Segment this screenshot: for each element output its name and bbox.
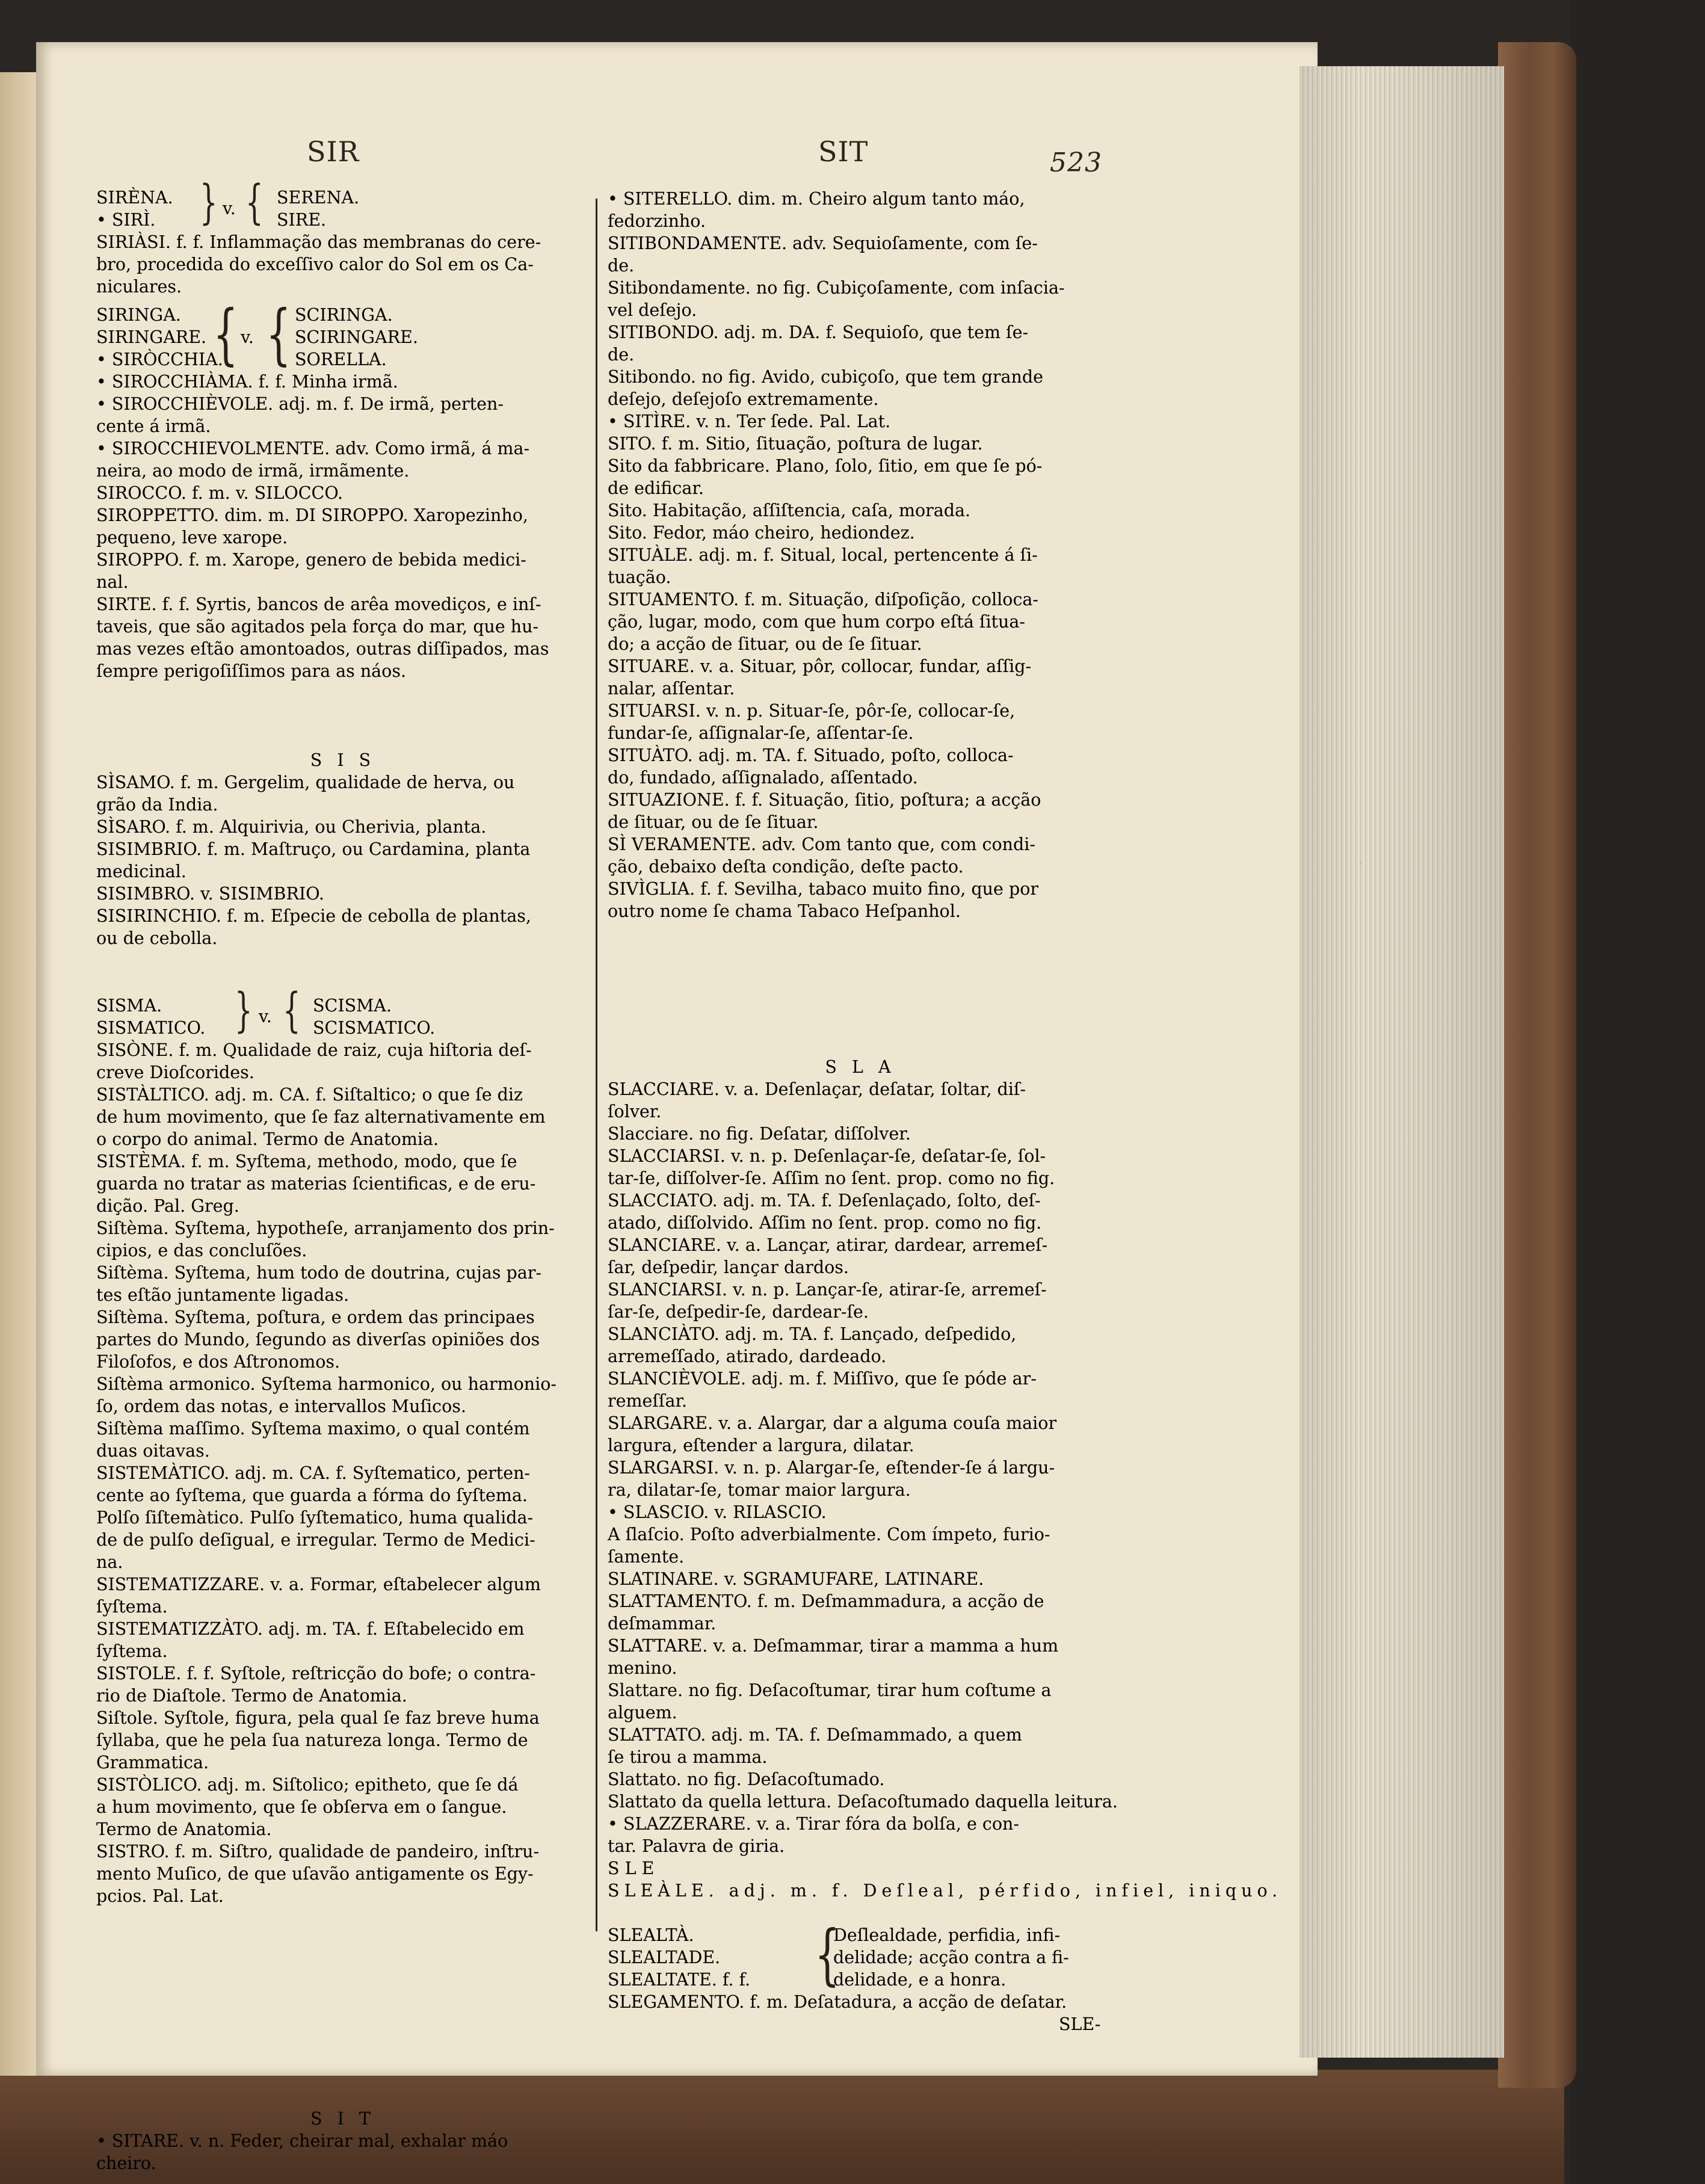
text-line: SIRTE. f. f. Syrtis, bancos de arêa movediços, e inſ- — [96, 594, 541, 614]
text-line: SLACCIARSI. v. n. p. Deſenlaçar-ſe, deſatar-ſe, ſol- — [608, 1146, 1046, 1166]
text-line: ra, dilatar-ſe, tomar maior largura. — [608, 1480, 911, 1500]
entry-target: SERENA. — [277, 188, 360, 208]
text-line: SISTÒLICO. adj. m. Siſtolico; epitheto, que ſe dá — [96, 1775, 519, 1795]
text-line: de. — [608, 345, 635, 365]
text-line: nal. — [96, 572, 129, 592]
text-line: SLANCIÀTO. adj. m. TA. f. Lançado, deſpedido, — [608, 1324, 1017, 1344]
text-line: • SLASCIO. v. RILASCIO. — [608, 1502, 827, 1522]
text-line — [608, 1034, 1113, 1056]
text-line: ção, debaixo deſta condição, deſte pacto. — [608, 857, 964, 877]
text-line: SISIRINCHIO. f. m. Eſpecie de cebolla de plantas, — [96, 906, 531, 926]
text-line: ſyllaba, que he pela ſua natureza longa. Termo de — [96, 1730, 528, 1750]
text-line: ou de cebolla. — [96, 928, 218, 948]
entry-word: SISMATICO. — [96, 1018, 206, 1038]
text-line: SISTRO. f. m. Siſtro, qualidade de pandeiro, inſtru- — [96, 1842, 540, 1862]
entry-target: Deſlealdade, perfidia, infi- — [833, 1925, 1061, 1945]
text-line — [96, 2085, 590, 2108]
cover-edge-right — [1498, 42, 1576, 2088]
text-line: SLARGARSI. v. n. p. Alargar-ſe, eſtender-ſe á largu- — [608, 1458, 1055, 1478]
text-line: Sitibondamente. no fig. Cubiçoſamente, com inſacia- — [608, 278, 1065, 298]
text-line: de edificar. — [608, 478, 704, 498]
brace-glyph: } — [199, 176, 218, 230]
text-line: Slattare. no fig. Deſacoſtumar, tirar hum coſtume a — [608, 1680, 1052, 1700]
text-line: SISIMBRIO. f. m. Maſtruço, ou Cardamina, planta — [96, 839, 531, 859]
text-line: Siſtole. Syſtole, figura, pela qual ſe faz breve huma — [96, 1708, 540, 1728]
entry-word: SLEALTATE. f. f. — [608, 1970, 751, 1990]
text-line: SISÒNE. f. m. Qualidade de raiz, cuja hiſtoria deſ- — [96, 1040, 532, 1060]
section-heading: SLEÀLE. adj. m. f. Deſleal, pérfido, infiel, iniquo. — [608, 1881, 1283, 1901]
right-header: SIT — [818, 135, 869, 168]
text-line: SITUAZIONE. f. f. Situação, ſitio, poſtura; a acção — [608, 790, 1041, 810]
left-column-part-1 — [96, 231, 590, 298]
text-line: • SITERELLO. dim. m. Cheiro algum tanto máo, — [608, 189, 1025, 209]
text-line: nalar, aſſentar. — [608, 679, 735, 699]
text-line: Siſtèma. Syſtema, hypotheſe, arranjamento dos prin- — [96, 1218, 555, 1238]
entry-target: SORELLA. — [295, 350, 387, 369]
text-line: rio de Diaſtole. Termo de Anatomia. — [96, 1686, 407, 1706]
text-line — [96, 972, 590, 994]
text-line: SLACCIARE. v. a. Deſenlaçar, deſatar, ſoltar, diſ- — [608, 1079, 1026, 1099]
text-line — [96, 682, 590, 705]
left-column-part-3 — [96, 1039, 590, 2174]
text-line: ſyſtema. — [96, 1641, 168, 1661]
text-line: neira, ao modo de irmã, irmãmente. — [96, 461, 410, 481]
text-line: Sito da fabbricare. Plano, ſolo, ſitio, em que ſe pó- — [608, 456, 1043, 476]
text-line: cente ao ſyſtema, que guarda a fórma do ſyſtema. — [96, 1485, 528, 1505]
text-line: SIRIÀSI. f. f. Inflammação das membranas do cere- — [96, 232, 541, 252]
page-block-edge — [1300, 66, 1504, 2058]
text-line: pcios. Pal. Lat. — [96, 1886, 224, 1906]
text-line: SLATINARE. v. SGRAMUFARE, LATINARE. — [608, 1569, 984, 1589]
text-line: a hum movimento, que ſe obſerva em o ſangue. — [96, 1797, 507, 1817]
text-line: • SIROCCHIÈVOLE. adj. m. f. De irmã, perten- — [96, 394, 504, 414]
text-line — [608, 922, 1113, 945]
text-line: Slattato da quella lettura. Deſacoſtumado daquella leitura. — [608, 1792, 1118, 1812]
text-line: duas oitavas. — [96, 1441, 210, 1461]
text-line: mento Muſico, de que uſavão antigamente os Egy- — [96, 1864, 534, 1884]
text-line: SISTÈMA. f. m. Syſtema, methodo, modo, que ſe — [96, 1152, 517, 1171]
entry-target: SIRE. — [277, 210, 327, 230]
entry-word: SISMA. — [96, 996, 162, 1016]
text-line: ſyſtema. — [96, 1597, 168, 1617]
text-line: SIROPPETTO. dim. m. DI SIROPPO. Xaropezinho, — [96, 505, 528, 525]
text-line: Sitibondo. no fig. Avido, cubiçoſo, que tem grande — [608, 367, 1043, 387]
text-line: deſejo, deſejoſo extremamente. — [608, 389, 879, 409]
text-line: SÌSARO. f. m. Alquirivia, ou Cherivia, planta. — [96, 817, 487, 837]
text-line: ſar, deſpedir, lançar dardos. — [608, 1257, 849, 1277]
text-line: SISTOLE. f. f. Syſtole, reſtricção do bofe; o contra- — [96, 1664, 536, 1683]
text-line: SLATTATO. adj. m. TA. f. Deſmammado, a quem — [608, 1725, 1022, 1745]
text-line: mas vezes eſtão amontoados, outras diſſipados, mas — [96, 639, 549, 659]
text-line: SLATTAMENTO. f. m. Deſmammadura, a acção de — [608, 1591, 1044, 1611]
text-line: alguem. — [608, 1703, 677, 1723]
entry-word: SIRINGARE. — [96, 327, 207, 347]
brace-glyph: { — [815, 1916, 840, 1993]
text-line: SITUÀTO. adj. m. TA. f. Situado, poſto, colloca- — [608, 745, 1014, 765]
text-line: • SITÌRE. v. n. Ter ſede. Pal. Lat. — [608, 412, 891, 431]
text-line: o corpo do animal. Termo de Anatomia. — [96, 1129, 439, 1149]
text-line — [96, 949, 590, 972]
text-line: menino. — [608, 1658, 677, 1678]
brace-glyph: } — [234, 984, 253, 1038]
text-line: Polſo ſiſtemàtico. Pulſo ſyſtematico, huma qualida- — [96, 1508, 534, 1528]
text-line: de hum movimento, que ſe faz alternativamente em — [96, 1107, 546, 1127]
text-line: guarda no tratar as materias ſcientificas, e de eru- — [96, 1174, 536, 1194]
text-line — [96, 2019, 590, 2041]
text-line: Grammatica. — [96, 1753, 209, 1772]
text-line: pequeno, leve xarope. — [96, 528, 288, 548]
text-line — [96, 1974, 590, 1996]
text-line: SITUAMENTO. f. m. Situação, diſpoſição, colloca- — [608, 590, 1039, 609]
brace-glyph: { — [282, 984, 301, 1038]
text-line: Siſtèma armonico. Syſtema harmonico, ou harmonio- — [96, 1374, 557, 1394]
text-line — [96, 2041, 590, 2063]
entry-word: • SIRÒCCHIA. — [96, 350, 223, 369]
text-line: ſo, ordem das notas, e intervallos Muſicos. — [96, 1396, 466, 1416]
text-line: na. — [96, 1552, 123, 1572]
left-header: SIR — [307, 135, 360, 168]
entry-target: SCISMA. — [313, 996, 392, 1016]
text-line: SITUARSI. v. n. p. Situar-ſe, pôr-ſe, collocar-ſe, — [608, 701, 1016, 721]
text-line — [96, 1907, 590, 1930]
text-line: taveis, que são agitados pela força do mar, que hu- — [96, 617, 539, 637]
page-number: 523 — [1050, 147, 1102, 178]
entry-word: SLEALTÀ. — [608, 1925, 694, 1945]
text-line: largura, eſtender a largura, dilatar. — [608, 1436, 914, 1455]
text-line: Siſtèma. Syſtema, hum todo de doutrina, cujas par- — [96, 1263, 542, 1283]
text-line: Siſtèma. Syſtema, poſtura, e ordem das principaes — [96, 1307, 535, 1327]
text-line: • SLAZZERARE. v. a. Tirar fóra da bolſa, e con- — [608, 1814, 1019, 1834]
text-line — [96, 1930, 590, 1952]
right-column-part-2 — [608, 1991, 1113, 2035]
text-line: ſolver. — [608, 1102, 662, 1121]
text-line: SLEGAMENTO. f. m. Deſatadura, a acção de deſatar. — [608, 1992, 1067, 2012]
text-line: SISIMBRO. v. SISIMBRIO. — [96, 884, 324, 904]
text-line: SÌ VERAMENTE. adv. Com tanto que, com condi- — [608, 834, 1035, 854]
text-line: A ſlaſcio. Poſto adverbialmente. Com ímpeto, furio- — [608, 1525, 1050, 1544]
see-label: v. — [241, 327, 254, 347]
text-line: SLANCIARE. v. a. Lançar, atirar, dardear, arremeſ- — [608, 1235, 1048, 1255]
text-line: grão da India. — [96, 795, 218, 815]
text-line: Slacciare. no fig. Deſatar, diſſolver. — [608, 1124, 911, 1144]
text-line: SISTEMATIZZÀTO. adj. m. TA. f. Eſtabelecido em — [96, 1619, 525, 1639]
catchword: SLE- — [1059, 2014, 1101, 2034]
text-line: • SIROCCHIEVOLMENTE. adv. Como irmã, á ma- — [96, 439, 530, 458]
text-line — [96, 1996, 590, 2019]
text-line: SISTÀLTICO. adj. m. CA. f. Siſtaltico; o que ſe diz — [96, 1085, 523, 1105]
text-line: SLACCIATO. adj. m. TA. f. Deſenlaçado, ſolto, deſ- — [608, 1191, 1041, 1211]
text-line — [608, 989, 1113, 1011]
brace-glyph: { — [266, 295, 291, 372]
section-heading: S I T — [310, 2109, 375, 2129]
text-line: tar-ſe, diſſolver-ſe. Aſſim no ſent. prop. como no fig. — [608, 1168, 1055, 1188]
text-line: de. — [608, 256, 635, 276]
text-line: SLATTARE. v. a. Deſmammar, tirar a mamma a hum — [608, 1636, 1059, 1656]
text-line: SISTEMATIZZARE. v. a. Formar, eſtabelecer algum — [96, 1575, 541, 1594]
text-line: creve Dioſcorides. — [96, 1063, 254, 1082]
text-line: remeſſar. — [608, 1391, 688, 1411]
column-rule — [596, 199, 597, 1931]
text-line: vel deſejo. — [608, 300, 697, 320]
brace-glyph: { — [245, 176, 264, 230]
text-line: SÌSAMO. f. m. Gergelim, qualidade de herva, ou — [96, 773, 515, 792]
text-line: atado, diſſolvido. Aſſim no ſent. prop. como no fig. — [608, 1213, 1042, 1233]
section-heading: S L A — [825, 1057, 896, 1077]
text-line: ſamente. — [608, 1547, 685, 1567]
text-line: Slattato. no fig. Deſacoſtumado. — [608, 1769, 885, 1789]
left-column-part-2 — [96, 371, 590, 994]
text-line: ſe tirou a mamma. — [608, 1747, 768, 1767]
text-line: Sito. Habitação, aſſiſtencia, caſa, morada. — [608, 501, 971, 520]
section-heading: S I S — [310, 750, 376, 770]
entry-target: SCIRINGA. — [295, 305, 393, 325]
entry-target: delidade; acção contra a fi- — [833, 1948, 1069, 1967]
text-line: Sito. Fedor, máo cheiro, hediondez. — [608, 523, 915, 543]
brace-glyph: { — [213, 295, 238, 372]
text-line: ſempre perigoſiſſimos para as náos. — [96, 661, 407, 681]
text-line: SITUARE. v. a. Situar, pôr, collocar, fundar, aſſig- — [608, 656, 1032, 676]
text-line: outro nome ſe chama Tabaco Heſpanhol. — [608, 901, 961, 921]
entry-target: SCISMATICO. — [313, 1018, 436, 1038]
text-line: tes eſtão juntamente ligadas. — [96, 1285, 350, 1305]
see-label: v. — [223, 199, 236, 218]
text-line: Siſtèma maſſimo. Syſtema maximo, o qual contém — [96, 1419, 530, 1439]
text-line — [608, 967, 1113, 989]
text-line: de de pulſo deſigual, e irregular. Termo de Medici- — [96, 1530, 535, 1550]
text-line: SITIBONDAMENTE. adv. Sequioſamente, com ſe- — [608, 233, 1038, 253]
entry-target: delidade, e a honra. — [833, 1970, 1007, 1990]
text-line: cente á irmã. — [96, 416, 211, 436]
text-line: SISTEMÀTICO. adj. m. CA. f. Syſtematico, perten- — [96, 1463, 531, 1483]
text-line: ção, lugar, modo, com que hum corpo eſtá ſitua- — [608, 612, 1025, 632]
text-line — [96, 705, 590, 727]
text-line — [96, 727, 590, 749]
text-line: SIROPPO. f. m. Xarope, genero de bebida medici- — [96, 550, 526, 570]
entry-word: • SIRÌ. — [96, 210, 156, 230]
entry-target: SCIRINGARE. — [295, 327, 418, 347]
text-line: deſmammar. — [608, 1614, 717, 1633]
text-line: SIVÌGLIA. f. f. Sevilha, tabaco muito fino, que por — [608, 879, 1038, 899]
text-line: SITIBONDO. adj. m. DA. f. Sequioſo, que tem ſe- — [608, 322, 1029, 342]
text-line: SLANCIARSI. v. n. p. Lançar-ſe, atirar-ſe, arremeſ- — [608, 1280, 1047, 1300]
text-line: S L E — [608, 1859, 655, 1878]
text-line: SITUÀLE. adj. m. f. Situal, local, pertencente á ſi- — [608, 545, 1038, 565]
text-line: • SIROCCHIÀMA. f. f. Minha irmã. — [96, 372, 398, 392]
text-line: do, fundado, aſſignalado, aſſentado. — [608, 768, 918, 788]
text-line: SIROCCO. f. m. v. SILOCCO. — [96, 483, 344, 503]
text-line: fedorzinho. — [608, 211, 706, 231]
entry-word: SLEALTADE. — [608, 1948, 721, 1967]
text-line: ſar-ſe, deſpedir-ſe, dardear-ſe. — [608, 1302, 869, 1322]
text-line — [608, 1902, 1113, 1924]
entry-word: SIRÈNA. — [96, 188, 173, 208]
right-column-part-1 — [608, 188, 1283, 1924]
text-line: SITO. f. m. Sitio, ſituação, poſtura de lugar. — [608, 434, 983, 454]
text-line: tar. Palavra de giria. — [608, 1836, 785, 1856]
text-line: medicinal. — [96, 862, 187, 881]
backdrop — [1570, 0, 1705, 2184]
text-line: do; a acção de ſituar, ou de ſe ſituar. — [608, 634, 922, 654]
text-line — [608, 945, 1113, 967]
text-line: bro, procedida do exceſſivo calor do Sol em os Ca- — [96, 254, 534, 274]
text-line: arremeſſado, atirado, dardeado. — [608, 1346, 887, 1366]
entry-word: SIRINGA. — [96, 305, 181, 325]
text-line — [608, 1011, 1113, 1034]
text-line — [96, 2063, 590, 2085]
text-line: partes do Mundo, ſegundo as diverſas opiniões dos — [96, 1330, 540, 1350]
text-line: Termo de Anatomia. — [96, 1819, 272, 1839]
text-line: cipios, e das concluſões. — [96, 1241, 307, 1260]
text-line: SLANCIÈVOLE. adj. m. f. Miſſivo, que ſe póde ar- — [608, 1369, 1037, 1389]
see-label: v. — [259, 1007, 272, 1026]
text-line — [96, 1952, 590, 1974]
text-line: niculares. — [96, 277, 182, 297]
text-line: tuação. — [608, 567, 671, 587]
text-line: SLARGARE. v. a. Alargar, dar a alguma couſa maior — [608, 1413, 1057, 1433]
text-line: dição. Pal. Greg. — [96, 1196, 239, 1216]
text-line: cheiro. — [96, 2153, 156, 2173]
text-line: de ſituar, ou de ſe ſituar. — [608, 812, 819, 832]
text-line: Filoſofos, e dos Aſtronomos. — [96, 1352, 341, 1372]
text-line: • SITARE. v. n. Feder, cheirar mal, exhalar máo — [96, 2131, 508, 2151]
text-line: fundar-ſe, aſſignalar-ſe, aſſentar-ſe. — [608, 723, 914, 743]
